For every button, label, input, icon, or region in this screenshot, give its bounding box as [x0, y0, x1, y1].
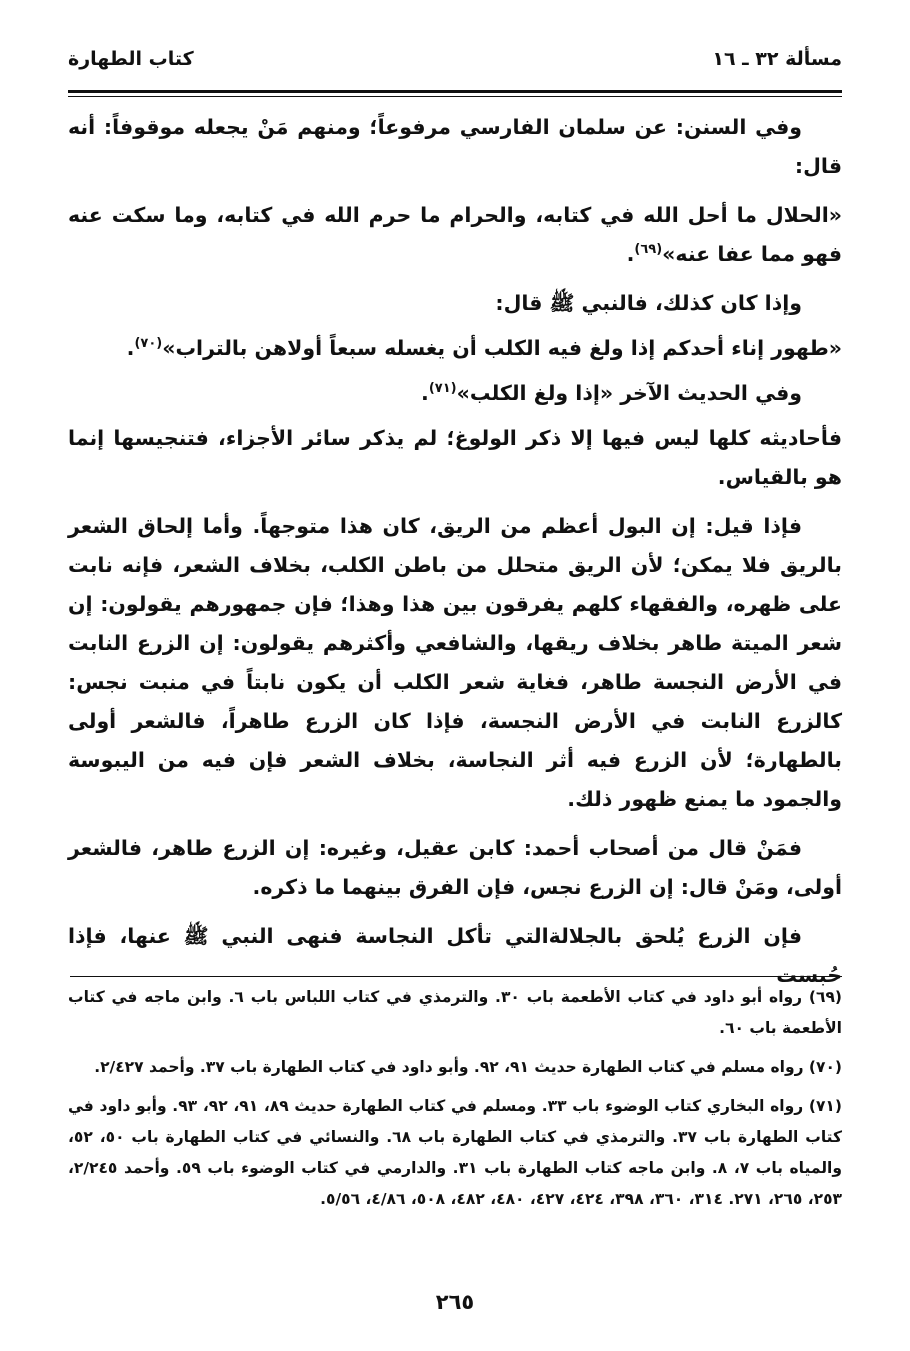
quote-paragraph	[68, 329, 842, 368]
header-rule-thick	[68, 90, 842, 93]
paragraph: فأحاديثه كلها ليس فيها إلا ذكر الولوغ؛ لم يذكر سائر الأجزاء، فتنجيسها إنما هو بالقياس.	[68, 426, 842, 489]
footnote-ref[interactable]: (٧٠)	[134, 336, 163, 352]
paragraph: وإذا كان كذلك، فالنبي ﷺ قال:	[495, 291, 802, 315]
quote-text: «طهور إناء أحدكم إذا ولغ فيه الكلب أن يغسله سبعاً أولاهن بالتراب»	[162, 336, 842, 360]
page-number: ٢٦٥	[435, 1290, 475, 1314]
footnote-ref[interactable]: (٧١)	[428, 381, 457, 397]
quote-end: .	[626, 242, 635, 266]
footnote-ref[interactable]: (٦٩)	[634, 242, 663, 258]
paragraph-text: وفي الحديث الآخر «إذا ولغ الكلب»	[456, 381, 802, 405]
running-header	[68, 42, 842, 82]
paragraph	[68, 374, 842, 413]
footnote-70: (٧٠) رواه مسلم في كتاب الطهارة حديث ٩١، ٩٢. وأبو داود في كتاب الطهارة باب ٣٧. وأحمد ٢/٤٢٧.	[94, 1058, 842, 1076]
quote-paragraph	[68, 196, 842, 274]
section-title: مسألة ٣٢ ـ ١٦	[712, 48, 842, 70]
footnotes	[68, 982, 842, 1223]
footnote-separator	[70, 976, 842, 977]
quote-text: «الحلال ما أحل الله في كتابه، والحرام ما حرم الله في كتابه، وما سكت عنه فهو مما عفا عنه»	[68, 203, 842, 266]
footnote-69: (٦٩) رواه أبو داود في كتاب الأطعمة باب ٣٠. والترمذي في كتاب اللباس باب ٦. وابن ماجه في كتاب الأطعمة باب ٦٠.	[68, 988, 842, 1037]
paragraph: فإن الزرع يُلحق بالجلالةالتي تأكل النجاسة فنهى النبي ﷺ عنها، فإذا حُبست	[68, 924, 842, 987]
paragraph-end: .	[421, 381, 429, 405]
footnote-71: (٧١) رواه البخاري كتاب الوضوء باب ٣٣. ومسلم في كتاب الطهارة حديث ٨٩، ٩١، ٩٢، ٩٣. وأبو داود في كتاب الطهارة باب ٣٧. والترمذي في كتاب الطهارة باب ٦٨. والنسائي في كتاب الطهارة باب ٥٠، ٥٢، والمياه باب ٧، ٨. وابن ماجه كتاب الطهارة باب ٣١. والدارمي في كتاب الوضوء باب ٥٩. وأحمد ٢/٢٤٥، ٢٥٣، ٢٦٥، ٢٧١. ٣١٤، ٣٦٠، ٣٩٨، ٤٢٤، ٤٢٧، ٤٨٠، ٤٨٢، ٥٠٨، ٤/٨٦، ٥/٥٦.	[68, 1097, 842, 1208]
book-title: كتاب الطهارة	[68, 48, 194, 70]
paragraph: وفي السنن: عن سلمان الفارسي مرفوعاً؛ ومنهم مَنْ يجعله موقوفاً: أنه قال:	[68, 115, 842, 178]
paragraph: فمَنْ قال من أصحاب أحمد: كابن عقيل، وغيره: إن الزرع طاهر، فالشعر أولى، ومَنْ قال: إن الزرع نجس، فإن الفرق بينهما ما ذكره.	[68, 836, 842, 899]
header-rule-thin	[68, 96, 842, 97]
quote-end: .	[126, 336, 135, 360]
main-text	[68, 108, 842, 1001]
paragraph: فإذا قيل: إن البول أعظم من الريق، كان هذا متوجهاً. وأما إلحاق الشعر بالريق فلا يمكن؛ لأن الريق متحلل من باطن الكلب، بخلاف الشعر، فإنه نابت على ظهره، والفقهاء كلهم يفرقون بين هذا وهذا؛ فإن جمهورهم يقولون: إن شعر الميتة طاهر بخلاف ريقها، والشافعي وأكثرهم يقولون: إن الزرع النابت في الأرض النجسة طاهر، فغاية شعر الكلب أن يكون نابتاً في منبت نجس: كالزرع النابت في الأرض النجسة، فإذا كان الزرع طاهراً، فالشعر أولى بالطهارة؛ لأن الزرع فيه أثر النجاسة، بخلاف الشعر فإن فيه من اليبوسة والجمود ما يمنع ظهور ذلك.	[68, 514, 842, 811]
